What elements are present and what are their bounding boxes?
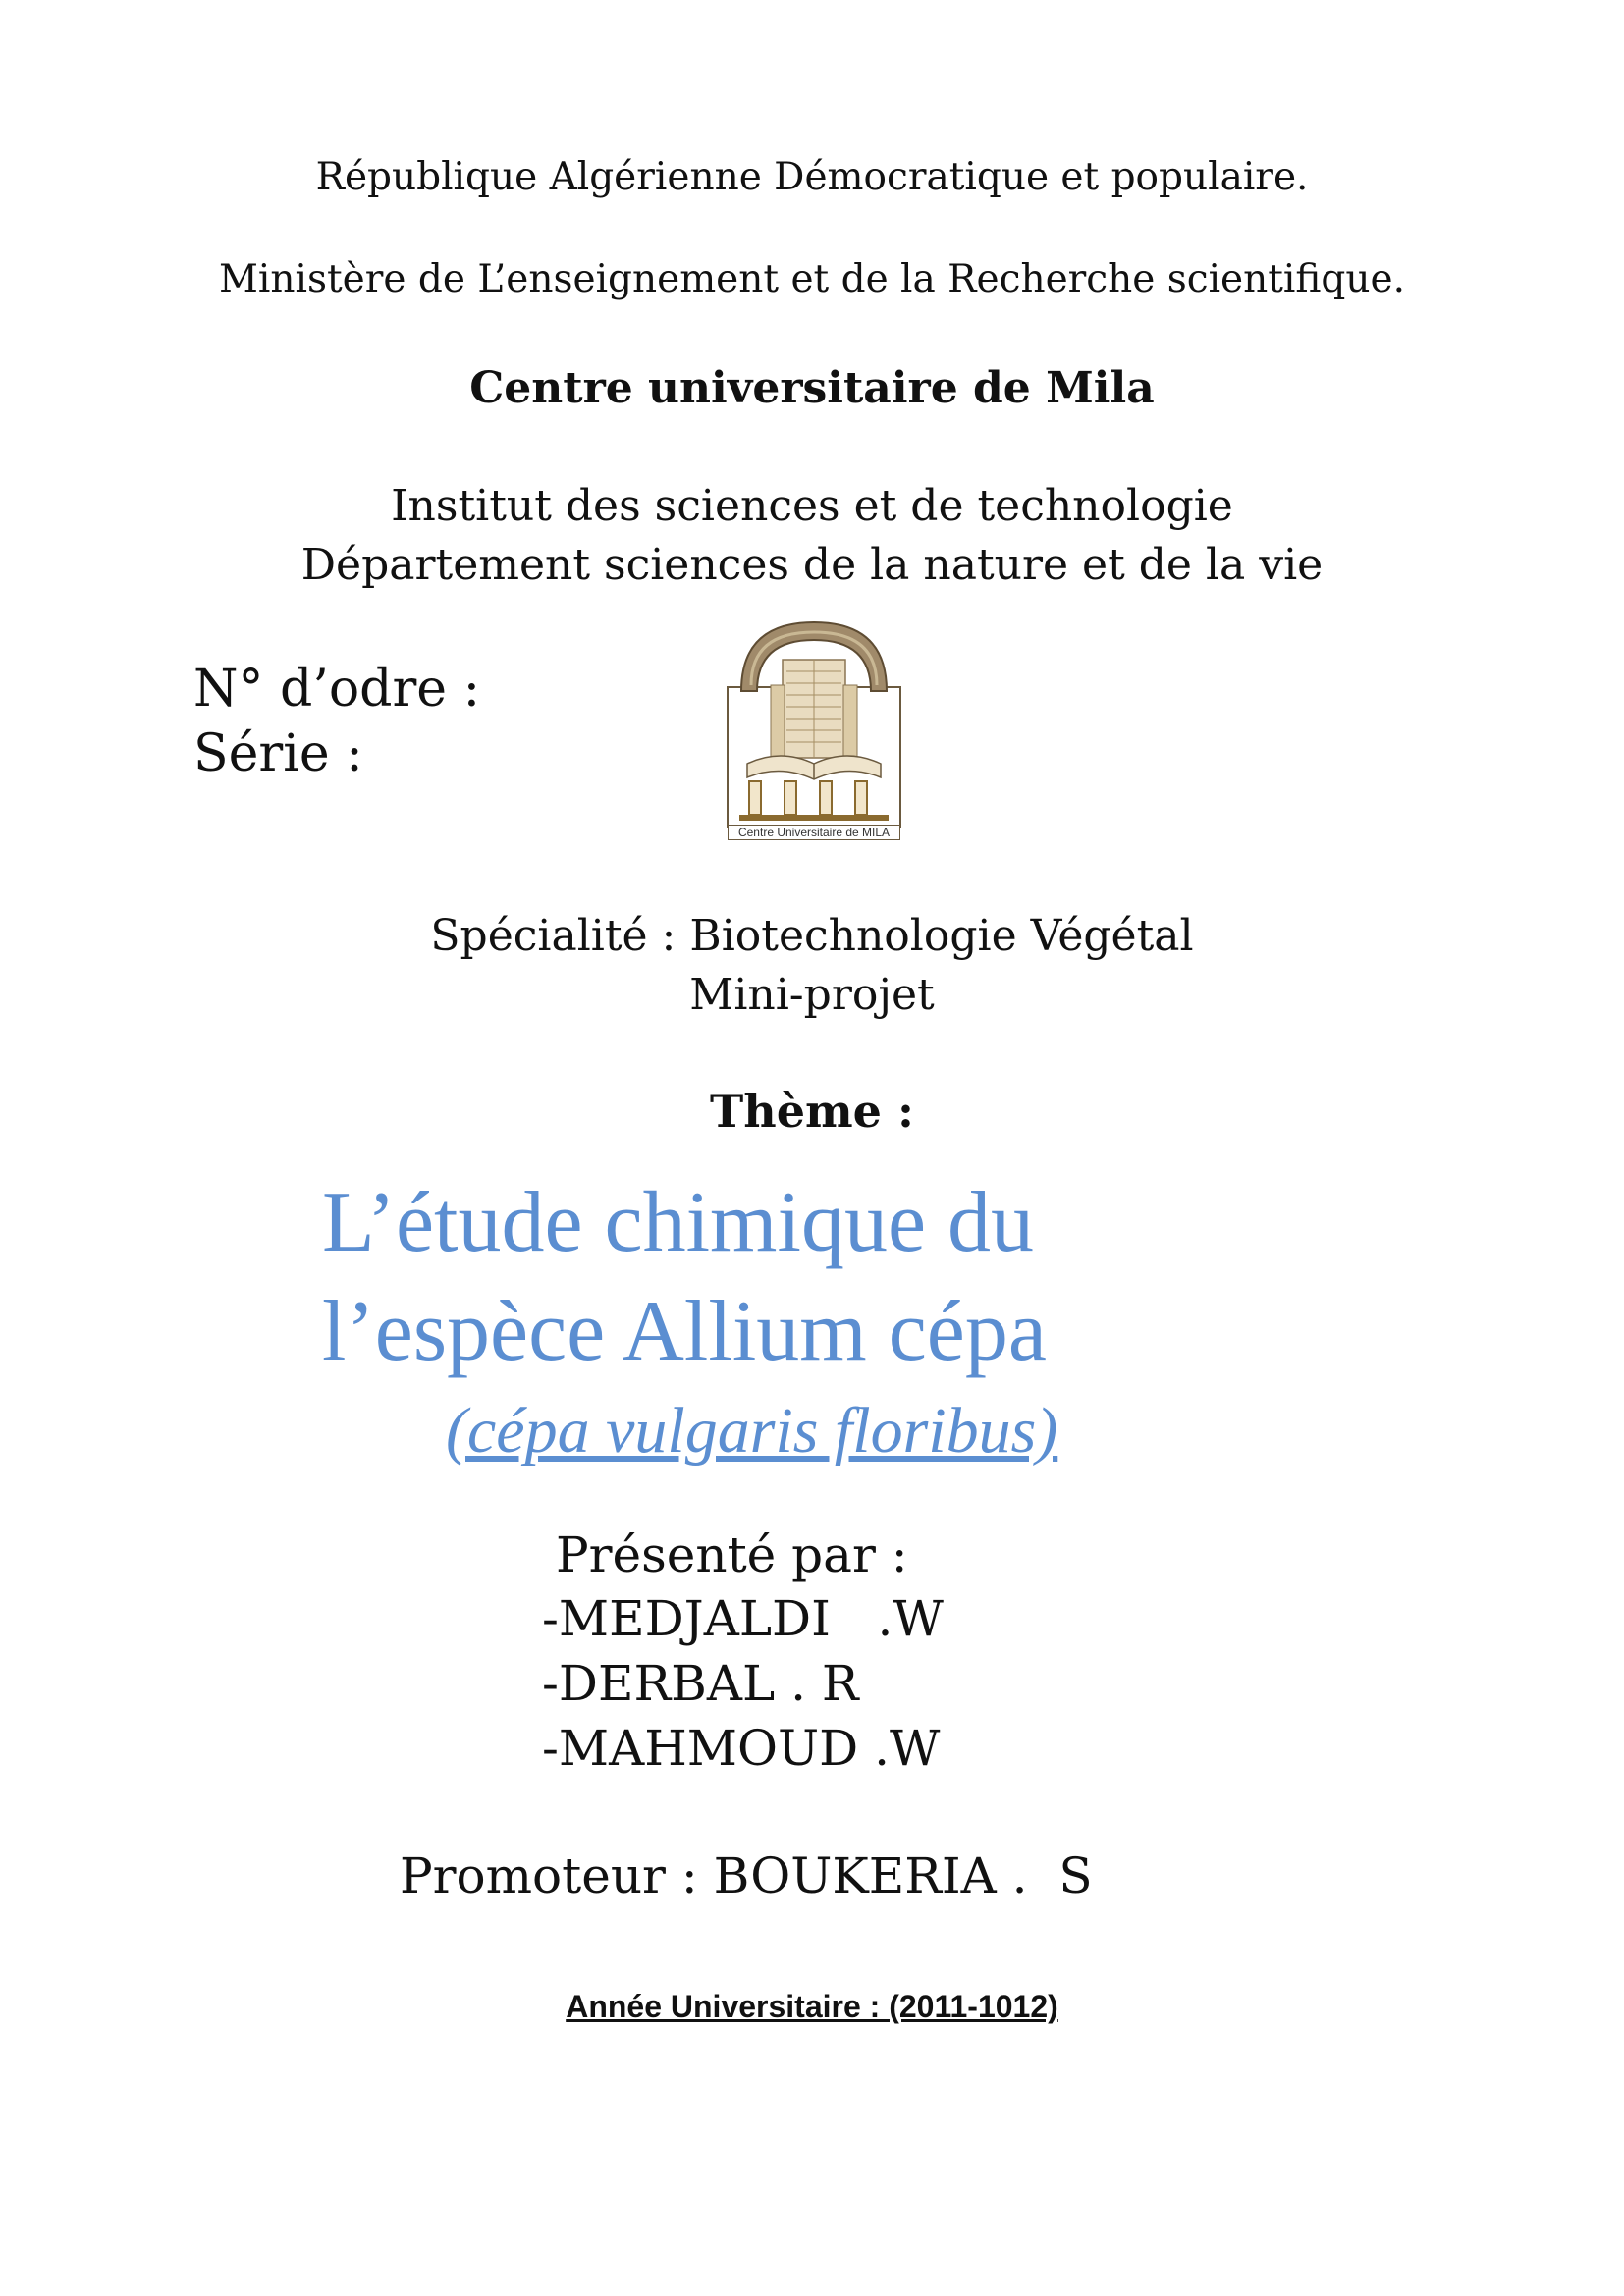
- logo-caption: Centre Universitaire de MILA: [728, 825, 900, 840]
- ministry-heading: Ministère de L’enseignement et de la Recherche scientifique.: [219, 257, 1405, 301]
- institute-name: Institut des sciences et de technologie: [391, 481, 1233, 531]
- title-line-1: L’étude chimique du: [322, 1175, 1035, 1270]
- academic-year: Année Universitaire : (2011-1012): [566, 1989, 1058, 2024]
- university-name: Centre universitaire de Mila: [469, 363, 1155, 413]
- republic-heading: République Algérienne Démocratique et populaire.: [315, 155, 1309, 199]
- title-line-3: (cépa vulgaris floribus): [446, 1395, 1058, 1467]
- author-1: -MEDJALDI .W: [542, 1590, 944, 1647]
- project-type: Mini-projet: [689, 970, 935, 1020]
- title-line-2: l’espèce Allium cépa: [322, 1284, 1047, 1379]
- department-name: Département sciences de la nature et de la vie: [300, 540, 1324, 590]
- promoter-line: Promoteur : BOUKERIA . S: [400, 1847, 1093, 1904]
- presented-by-label: Présenté par :: [556, 1526, 908, 1583]
- specialty-line: Spécialité : Biotechnologie Végétal: [430, 911, 1194, 961]
- theme-label: Thème :: [710, 1085, 914, 1138]
- university-logo: [722, 616, 906, 844]
- order-number-label: N° d’odre :: [193, 660, 481, 719]
- series-label: Série :: [193, 724, 363, 783]
- author-3: -MAHMOUD .W: [542, 1720, 941, 1777]
- author-2: -DERBAL . R: [542, 1655, 859, 1712]
